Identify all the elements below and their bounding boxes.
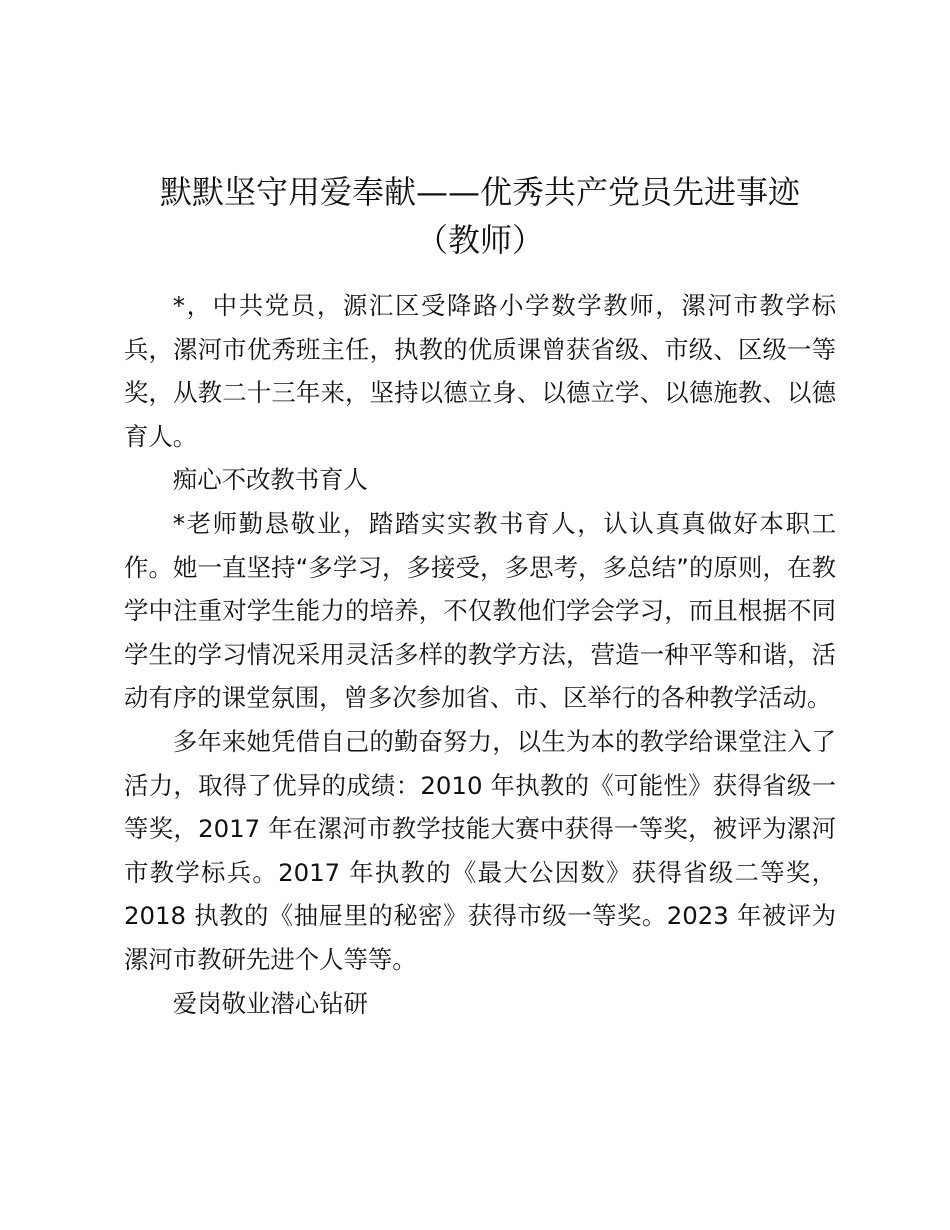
title-line-1: 默默坚守用爱奉献——优秀共产党员先进事迹 [159, 173, 800, 211]
section-heading-2: 爱岗敬业潜心钻研 [172, 988, 368, 1018]
section-heading-1: 痴心不改教书育人 [172, 465, 368, 495]
paragraph-achievements: 多年来她凭借自己的勤奋努力，以生为本的教学给课堂注入了活力，取得了优异的成绩：2010 年执教的《可能性》获得省级一等奖，2017 年在漯河市教学技能大赛中获得一等奖，被评为漯河市教学标兵。2017 年执教的《最大公因数》获得省级二等奖，2018 执教的《抽屉里的秘密》获得市级一等奖。2023 年被评为漯河市教研先进个人等等。 [124, 726, 836, 974]
document-body [124, 284, 836, 1025]
paragraph-dedication: *老师勤恳敬业，踏踏实实教书育人，认认真真做好本职工作。她一直坚持“多学习，多接受，多思考，多总结”的原则，在教学中注重对学生能力的培养，不仅教他们学会学习，而且根据不同学生的学习情况采用灵活多样的教学方法，营造一种平等和谐，活动有序的课堂氛围，曾多次参加省、市、区举行的各种教学活动。 [124, 508, 836, 713]
paragraph-intro: *，中共党员，源汇区受降路小学数学教师，漯河市教学标兵，漯河市优秀班主任，执教的优质课曾获省级、市级、区级一等奖，从教二十三年来，坚持以德立身、以德立学、以德施教、以德育人。 [124, 291, 836, 451]
document-title [120, 168, 840, 264]
title-line-2: （教师） [415, 221, 544, 259]
